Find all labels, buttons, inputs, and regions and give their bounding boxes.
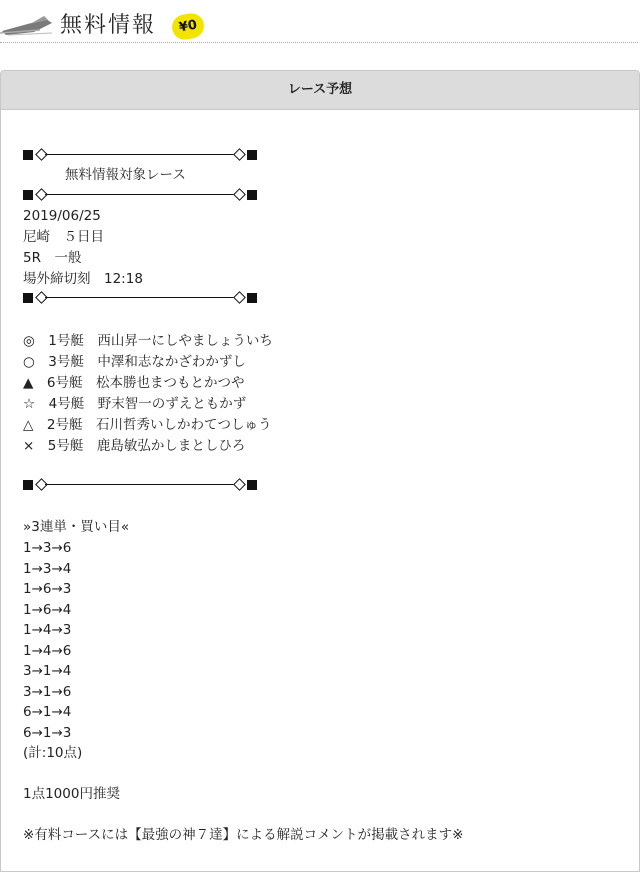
bet-line: 1→4→6	[23, 643, 72, 659]
recommendation: 1点1000円推奨	[23, 786, 120, 802]
decorative-divider	[23, 188, 259, 202]
decorative-divider	[23, 148, 259, 162]
decorative-divider	[23, 291, 259, 305]
panel-heading: レース予想	[1, 71, 639, 110]
bet-line: 6→1→3	[23, 725, 72, 741]
boat-icon	[0, 14, 56, 36]
race-label: 無料情報対象レース	[65, 167, 186, 183]
bet-line: 1→3→6	[23, 540, 72, 556]
bet-line: 1→3→4	[23, 561, 72, 577]
header-divider	[0, 42, 638, 43]
prediction-mark: × 5号艇 鹿島敏弘かしまとしひろ	[23, 438, 246, 454]
bet-line: 1→6→3	[23, 581, 72, 597]
bet-line: 3→1→6	[23, 684, 72, 700]
prediction-mark: ▲ 6号艇 松本勝也まつもとかつや	[23, 375, 245, 391]
prediction-mark: ◎ 1号艇 西山昇一にしやましょういち	[23, 333, 273, 349]
bet-line: 6→1→4	[23, 704, 72, 720]
race-prediction-panel	[0, 70, 640, 872]
race-deadline: 場外締切刻 12:18	[23, 271, 143, 287]
page-header	[0, 0, 640, 43]
bet-line: 1→4→3	[23, 622, 72, 638]
prediction-mark: ○ 3号艇 中澤和志なかざわかずし	[23, 354, 246, 370]
bets-total: (計:10点)	[23, 745, 83, 761]
prediction-mark: ☆ 4号艇 野末智一のずえともかず	[23, 396, 247, 412]
paid-course-note: ※有料コースには【最強の神７達】による解説コメントが掲載されます※	[23, 827, 464, 843]
page-title: 無料情報	[60, 13, 157, 38]
bet-line: 1→6→4	[23, 602, 72, 618]
prediction-mark: △ 2号艇 石川哲秀いしかわてつしゅう	[23, 417, 272, 433]
decorative-divider	[23, 478, 259, 492]
free-badge: ¥0	[170, 11, 206, 41]
race-venue: 尼崎 ５日目	[23, 229, 104, 245]
bet-line: 3→1→4	[23, 663, 72, 679]
race-number: 5R 一般	[23, 250, 82, 266]
bets-heading: »3連単・買い目«	[23, 519, 130, 535]
race-date: 2019/06/25	[23, 208, 101, 224]
